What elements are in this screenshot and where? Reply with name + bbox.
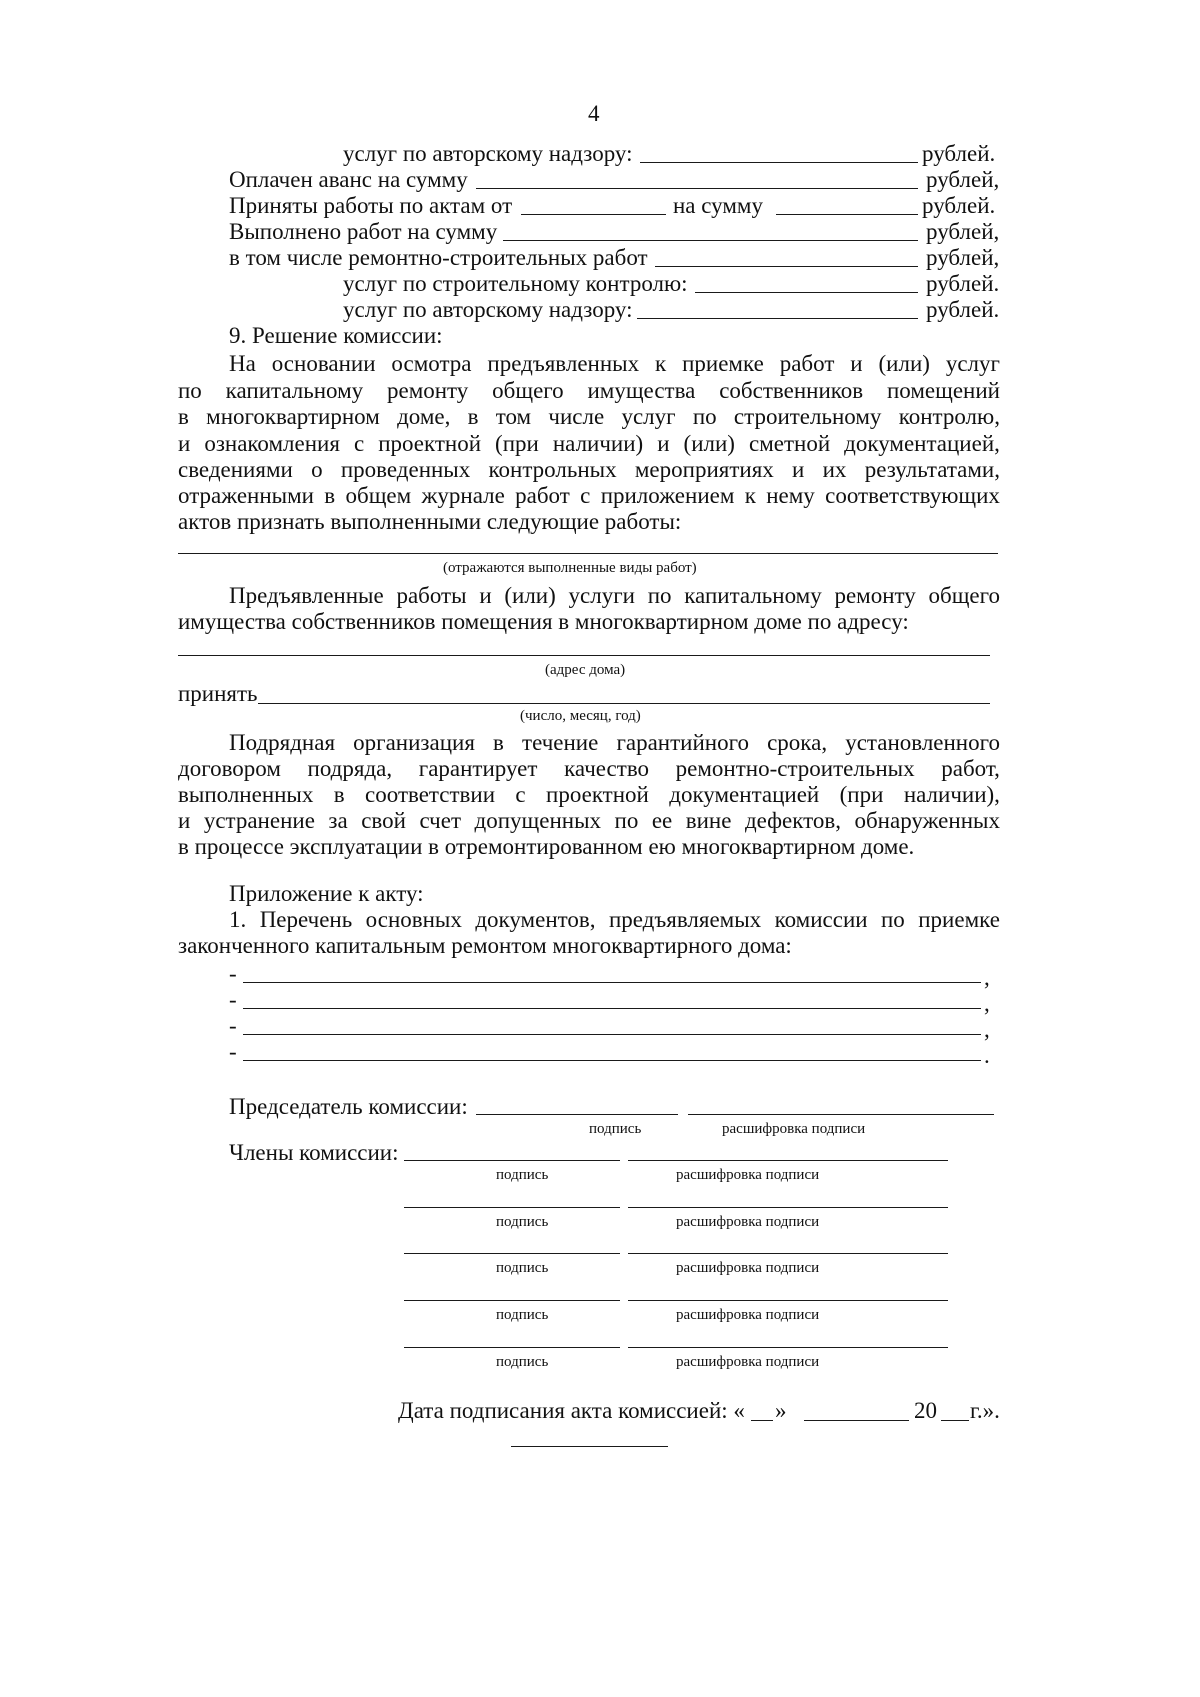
- decision-line: сведениями о проведенных контрольных мероприятиях и их результатами,: [178, 457, 1000, 482]
- rubles-label: рублей,: [926, 219, 1000, 244]
- appendix-heading: Приложение к акту:: [229, 881, 424, 906]
- signature-caption: подпись: [589, 1121, 642, 1137]
- chairman-label: Председатель комиссии:: [229, 1094, 468, 1119]
- author-supervision-label: услуг по авторскому надзору:: [343, 141, 633, 166]
- decision-line: и ознакомления с проектной (при наличии) и (или) сметной документацией,: [178, 431, 1000, 456]
- decision-heading: 9. Решение комиссии:: [229, 323, 443, 348]
- blank-line[interactable]: [503, 240, 918, 241]
- list-comma: ,: [984, 1017, 990, 1042]
- decode-caption: расшифровка подписи: [676, 1354, 820, 1370]
- member-name-line[interactable]: [628, 1160, 948, 1161]
- blank-line[interactable]: [655, 266, 918, 267]
- decision-line: На основании осмотра предъявленных к приемке работ и (или) услуг: [229, 351, 1000, 376]
- blank-line[interactable]: [695, 292, 918, 293]
- closing-rule: [511, 1446, 668, 1447]
- list-blank-line[interactable]: [243, 1034, 981, 1035]
- decision-last-line: актов признать выполненными следующие работы:: [178, 509, 682, 534]
- signature-caption: подпись: [496, 1354, 549, 1370]
- member-signature-line[interactable]: [404, 1160, 620, 1161]
- author-supervision-label: услуг по авторскому надзору:: [343, 297, 633, 322]
- date-blank-line[interactable]: [258, 703, 990, 704]
- appendix-item-1-cont: законченного капитальным ремонтом многоквартирного дома:: [178, 933, 792, 958]
- decision-line: отраженными в общем журнале работ с приложением к нему соответствующих: [178, 483, 1000, 508]
- rubles-label: рублей.: [926, 297, 1000, 322]
- signature-caption: подпись: [496, 1260, 549, 1276]
- list-blank-line[interactable]: [243, 1060, 981, 1061]
- warranty-last-line: в процессе эксплуатации в отремонтированном ею многоквартирном доме.: [178, 834, 915, 859]
- blank-line[interactable]: [776, 214, 918, 215]
- decode-caption: расшифровка подписи: [676, 1307, 820, 1323]
- page-number: 4: [588, 101, 600, 126]
- member-signature-line[interactable]: [404, 1347, 620, 1348]
- member-name-line[interactable]: [628, 1253, 948, 1254]
- list-dash: -: [229, 987, 237, 1012]
- member-signature-line[interactable]: [404, 1207, 620, 1208]
- chairman-signature-line[interactable]: [476, 1114, 678, 1115]
- member-name-line[interactable]: [628, 1207, 948, 1208]
- decode-caption: расшифровка подписи: [676, 1260, 820, 1276]
- year-prefix: 20: [914, 1398, 937, 1423]
- warranty-line: Подрядная организация в течение гарантийного срока, установленного: [229, 730, 1000, 755]
- advance-label: Оплачен аванс на сумму: [229, 167, 468, 192]
- member-name-line[interactable]: [628, 1347, 948, 1348]
- rubles-label: рублей.: [926, 271, 1000, 296]
- decode-caption: расшифровка подписи: [722, 1121, 866, 1137]
- year-suffix: г.».: [970, 1398, 1000, 1423]
- members-label: Члены комиссии:: [229, 1140, 399, 1165]
- amount-label: на сумму: [673, 193, 763, 218]
- rubles-label: рублей.: [922, 141, 996, 166]
- accepted-acts-label: Приняты работы по актам от: [229, 193, 513, 218]
- presented-line-2: имущества собственников помещения в многоквартирном доме по адресу:: [178, 609, 909, 634]
- appendix-item-1: 1. Перечень основных документов, предъявляемых комиссии по приемке: [229, 907, 1000, 932]
- year-blank-line[interactable]: [941, 1420, 969, 1421]
- day-blank-line[interactable]: [751, 1420, 773, 1421]
- date-caption: (число, месяц, год): [520, 708, 641, 724]
- list-blank-line[interactable]: [243, 982, 981, 983]
- blank-line[interactable]: [476, 188, 918, 189]
- list-period: .: [984, 1043, 990, 1068]
- member-signature-line[interactable]: [404, 1253, 620, 1254]
- accept-label: принять: [178, 681, 258, 706]
- signature-caption: подпись: [496, 1214, 549, 1230]
- warranty-line: договором подряда, гарантирует качество ремонтно-строительных работ,: [178, 756, 1000, 781]
- member-signature-line[interactable]: [404, 1300, 620, 1301]
- blank-line[interactable]: [640, 162, 918, 163]
- signing-date-close-quote: »: [775, 1398, 787, 1423]
- warranty-line: выполненных в соответствии с проектной документацией (при наличии),: [178, 782, 1000, 807]
- rubles-label: рублей,: [926, 167, 1000, 192]
- blank-line[interactable]: [521, 214, 666, 215]
- signature-caption: подпись: [496, 1307, 549, 1323]
- list-comma: ,: [984, 965, 990, 990]
- done-label: Выполнено работ на сумму: [229, 219, 498, 244]
- works-caption: (отражаются выполненные виды работ): [443, 560, 697, 576]
- rubles-label: рублей.: [922, 193, 996, 218]
- rubles-label: рублей,: [926, 245, 1000, 270]
- list-blank-line[interactable]: [243, 1008, 981, 1009]
- blank-line[interactable]: [637, 318, 918, 319]
- month-blank-line[interactable]: [804, 1420, 909, 1421]
- works-blank-line[interactable]: [178, 553, 998, 554]
- repair-works-label: в том числе ремонтно-строительных работ: [229, 245, 648, 270]
- list-dash: -: [229, 1039, 237, 1064]
- presented-line: Предъявленные работы и (или) услуги по капитальному ремонту общего: [229, 583, 1000, 608]
- warranty-line: и устранение за свой счет допущенных по ее вине дефектов, обнаруженных: [178, 808, 1000, 833]
- decode-caption: расшифровка подписи: [676, 1167, 820, 1183]
- list-comma: ,: [984, 991, 990, 1016]
- decode-caption: расшифровка подписи: [676, 1214, 820, 1230]
- address-caption: (адрес дома): [545, 662, 626, 678]
- decision-line: по капитальному ремонту общего имущества собственников помещений: [178, 378, 1000, 403]
- chairman-name-line[interactable]: [688, 1114, 994, 1115]
- signature-caption: подпись: [496, 1167, 549, 1183]
- list-dash: -: [229, 961, 237, 986]
- construction-control-label: услуг по строительному контролю:: [343, 271, 688, 296]
- member-name-line[interactable]: [628, 1300, 948, 1301]
- list-dash: -: [229, 1013, 237, 1038]
- address-blank-line[interactable]: [178, 655, 990, 656]
- decision-line: в многоквартирном доме, в том числе услуг по строительному контролю,: [178, 404, 1000, 429]
- signing-date-label: Дата подписания акта комиссией: «: [398, 1398, 745, 1423]
